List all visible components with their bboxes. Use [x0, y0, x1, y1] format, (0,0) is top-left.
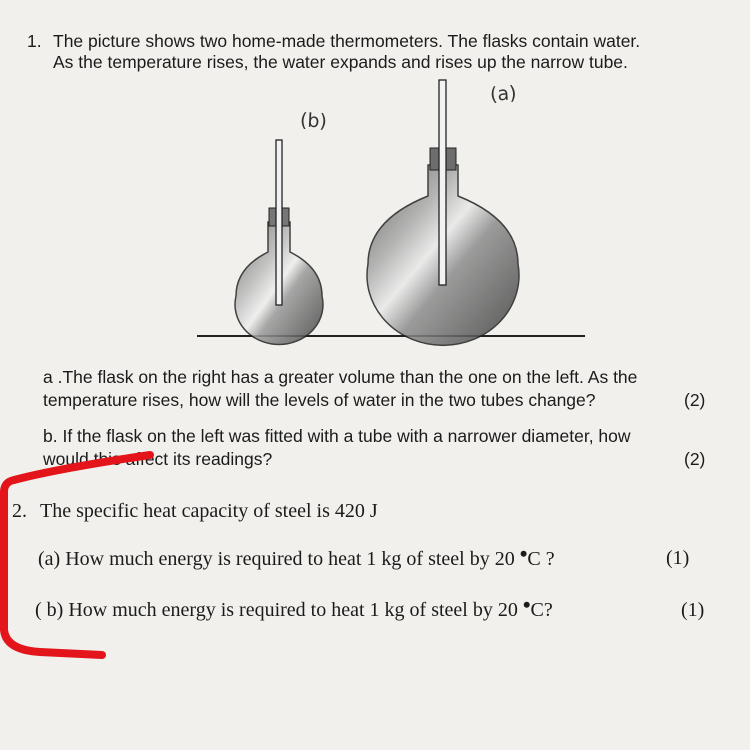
handwritten-label-a: (a): [489, 82, 518, 106]
q1-number: 1.: [27, 31, 42, 51]
q1-intro-line2: As the temperature rises, the water expands and rises up the narrow tube.: [53, 52, 628, 72]
q2-part-b-text: ( b) How much energy is required to heat 1 kg of steel by 20: [35, 599, 518, 621]
q1-part-a-line1: a .The flask on the right has a greater volume than the one on the left. As the: [43, 367, 638, 387]
q1-intro-line1: The picture shows two home-made thermometers. The flasks contain water.: [53, 31, 641, 51]
q1-part-b-marks: (2): [684, 449, 706, 469]
handwritten-label-b: (b): [299, 109, 328, 133]
q1-part-b-line2: would this affect its readings?: [43, 449, 273, 469]
degree-dot-icon: •: [522, 592, 531, 617]
q2-part-a-marks: (1): [666, 547, 690, 569]
q2-intro: The specific heat capacity of steel is 420 J: [40, 500, 378, 522]
q2-part-b-unit: C?: [530, 599, 553, 621]
degree-dot-icon: •: [519, 541, 528, 566]
q1-part-a-line2: temperature rises, how will the levels of water in the two tubes change?: [43, 390, 596, 410]
q2-part-a-text: (a) How much energy is required to heat 1 kg of steel by 20: [38, 548, 515, 570]
q2-number: 2.: [12, 500, 27, 522]
q2-part-a-unit: C ?: [527, 548, 555, 570]
q1-part-b-line1: b. If the flask on the left was fitted with a tube with a narrower diameter, how: [43, 426, 631, 446]
q2-part-b-marks: (1): [681, 599, 705, 621]
q1-part-a-marks: (2): [684, 390, 706, 410]
